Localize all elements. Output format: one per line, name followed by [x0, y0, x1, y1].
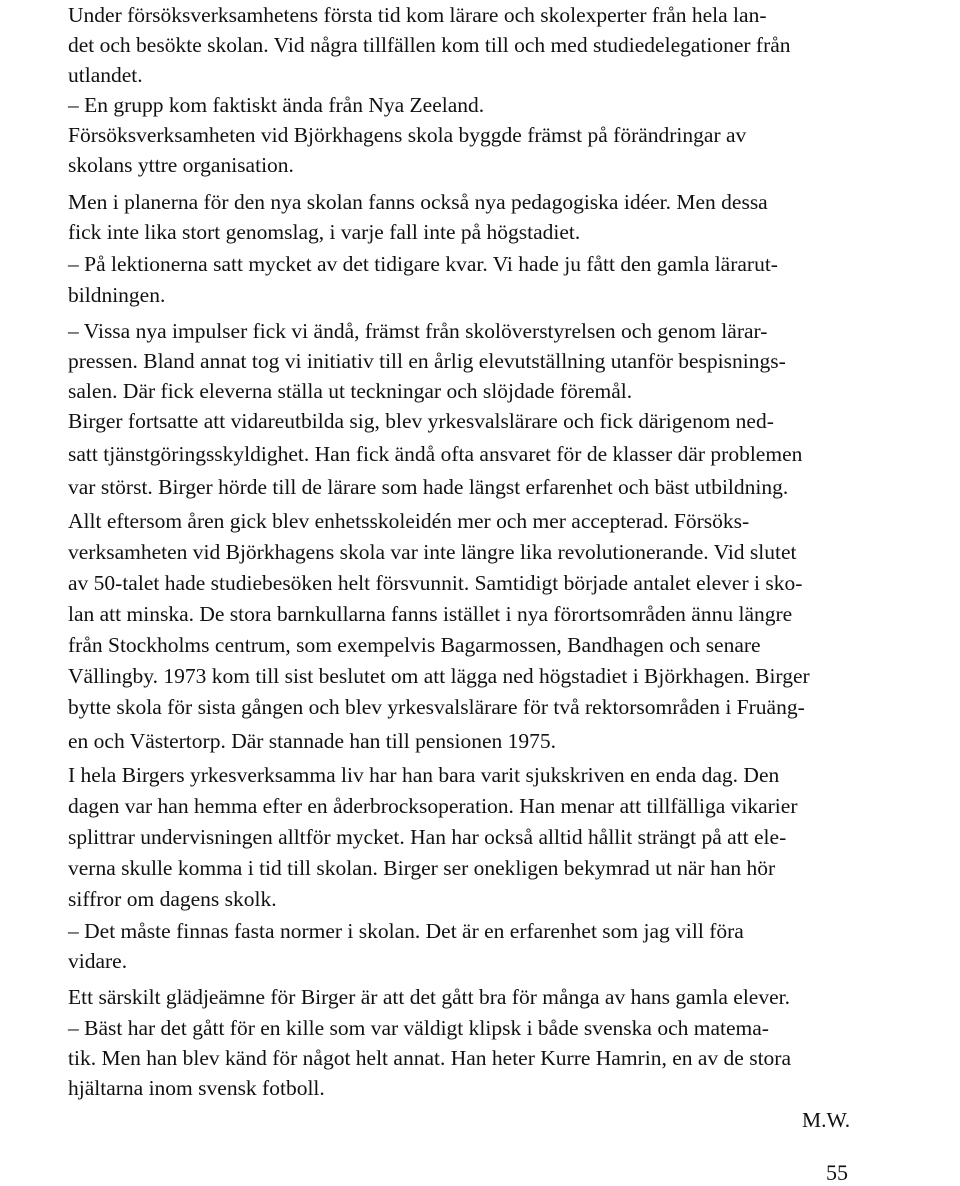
text-line: verna skulle komma i tid till skolan. Birger ser onekligen bekymrad ut när han hör — [68, 856, 776, 880]
text-line: bildningen. — [68, 283, 166, 307]
text-line: bytte skola för sista gången och blev yrkesvalslärare för två rektorsområden i Fruäng- — [68, 695, 805, 719]
text-line: Försöksverksamheten vid Björkhagens skola byggde främst på förändringar av — [68, 123, 747, 147]
text-line: dagen var han hemma efter en åderbrocksoperation. Han menar att tillfälliga vikarier — [68, 794, 798, 818]
text-line: – På lektionerna satt mycket av det tidigare kvar. Vi hade ju fått den gamla lärarut- — [68, 252, 778, 276]
text-line: av 50-talet hade studiebesöken helt försvunnit. Samtidigt började antalet elever i sko- — [68, 571, 803, 595]
text-line: I hela Birgers yrkesverksamma liv har han bara varit sjukskriven en enda dag. Den — [68, 763, 780, 787]
text-line: Under försöksverksamhetens första tid kom lärare och skolexperter från hela lan- — [68, 3, 767, 27]
text-line: – Det måste finnas fasta normer i skolan. Det är en erfarenhet som jag vill föra — [68, 919, 744, 943]
text-line: skolans yttre organisation. — [68, 153, 294, 177]
text-line: splittrar undervisningen alltför mycket. Han har också alltid hållit strängt på att ele- — [68, 825, 787, 849]
text-line: utlandet. — [68, 63, 143, 87]
text-line: – Bäst har det gått för en kille som var väldigt klipsk i både svenska och matema- — [68, 1016, 769, 1040]
text-line: satt tjänstgöringsskyldighet. Han fick ändå ofta ansvaret för de klasser där problemen — [68, 442, 803, 466]
text-line: var störst. Birger hörde till de lärare som hade längst erfarenhet och bäst utbildning. — [68, 475, 789, 499]
text-line: – En grupp kom faktiskt ända från Nya Zeeland. — [68, 93, 485, 117]
text-line: det och besökte skolan. Vid några tillfällen kom till och med studiedelegationer från — [68, 33, 791, 57]
text-line: fick inte lika stort genomslag, i varje fall inte på högstadiet. — [68, 220, 581, 244]
text-line: salen. Där fick eleverna ställa ut teckningar och slöjdade föremål. — [68, 379, 633, 403]
text-line: pressen. Bland annat tog vi initiativ till en årlig elevutställning utanför bespisnings- — [68, 349, 786, 373]
text-line: Men i planerna för den nya skolan fanns också nya pedagogiska idéer. Men dessa — [68, 190, 768, 214]
text-line: Allt eftersom åren gick blev enhetsskoleidén mer och mer accepterad. Försöks- — [68, 509, 750, 533]
text-line: verksamheten vid Björkhagens skola var inte längre lika revolutionerande. Vid slutet — [68, 540, 797, 564]
text-line: hjältarna inom svensk fotboll. — [68, 1076, 325, 1100]
text-line: vidare. — [68, 949, 128, 973]
text-line: lan att minska. De stora barnkullarna fanns istället i nya förortsområden ännu längre — [68, 602, 793, 626]
text-line: siffror om dagens skolk. — [68, 887, 277, 911]
page-number: 55 — [826, 1160, 848, 1185]
text-line: Vällingby. 1973 kom till sist beslutet om att lägga ned högstadiet i Björkhagen. Birger — [68, 664, 810, 688]
text-line: Birger fortsatte att vidareutbilda sig, blev yrkesvalslärare och fick därigenom ned- — [68, 409, 774, 433]
text-line: – Vissa nya impulser fick vi ändå, främst från skolöverstyrelsen och genom lärar- — [68, 319, 768, 343]
text-line: Ett särskilt glädjeämne för Birger är att det gått bra för många av hans gamla elever. — [68, 985, 790, 1009]
author-signature: M.W. — [802, 1108, 851, 1132]
text-line: från Stockholms centrum, som exempelvis Bagarmossen, Bandhagen och senare — [68, 633, 761, 657]
text-line: tik. Men han blev känd för något helt annat. Han heter Kurre Hamrin, en av de stora — [68, 1046, 791, 1070]
text-line: en och Västertorp. Där stannade han till pensionen 1975. — [68, 729, 557, 753]
